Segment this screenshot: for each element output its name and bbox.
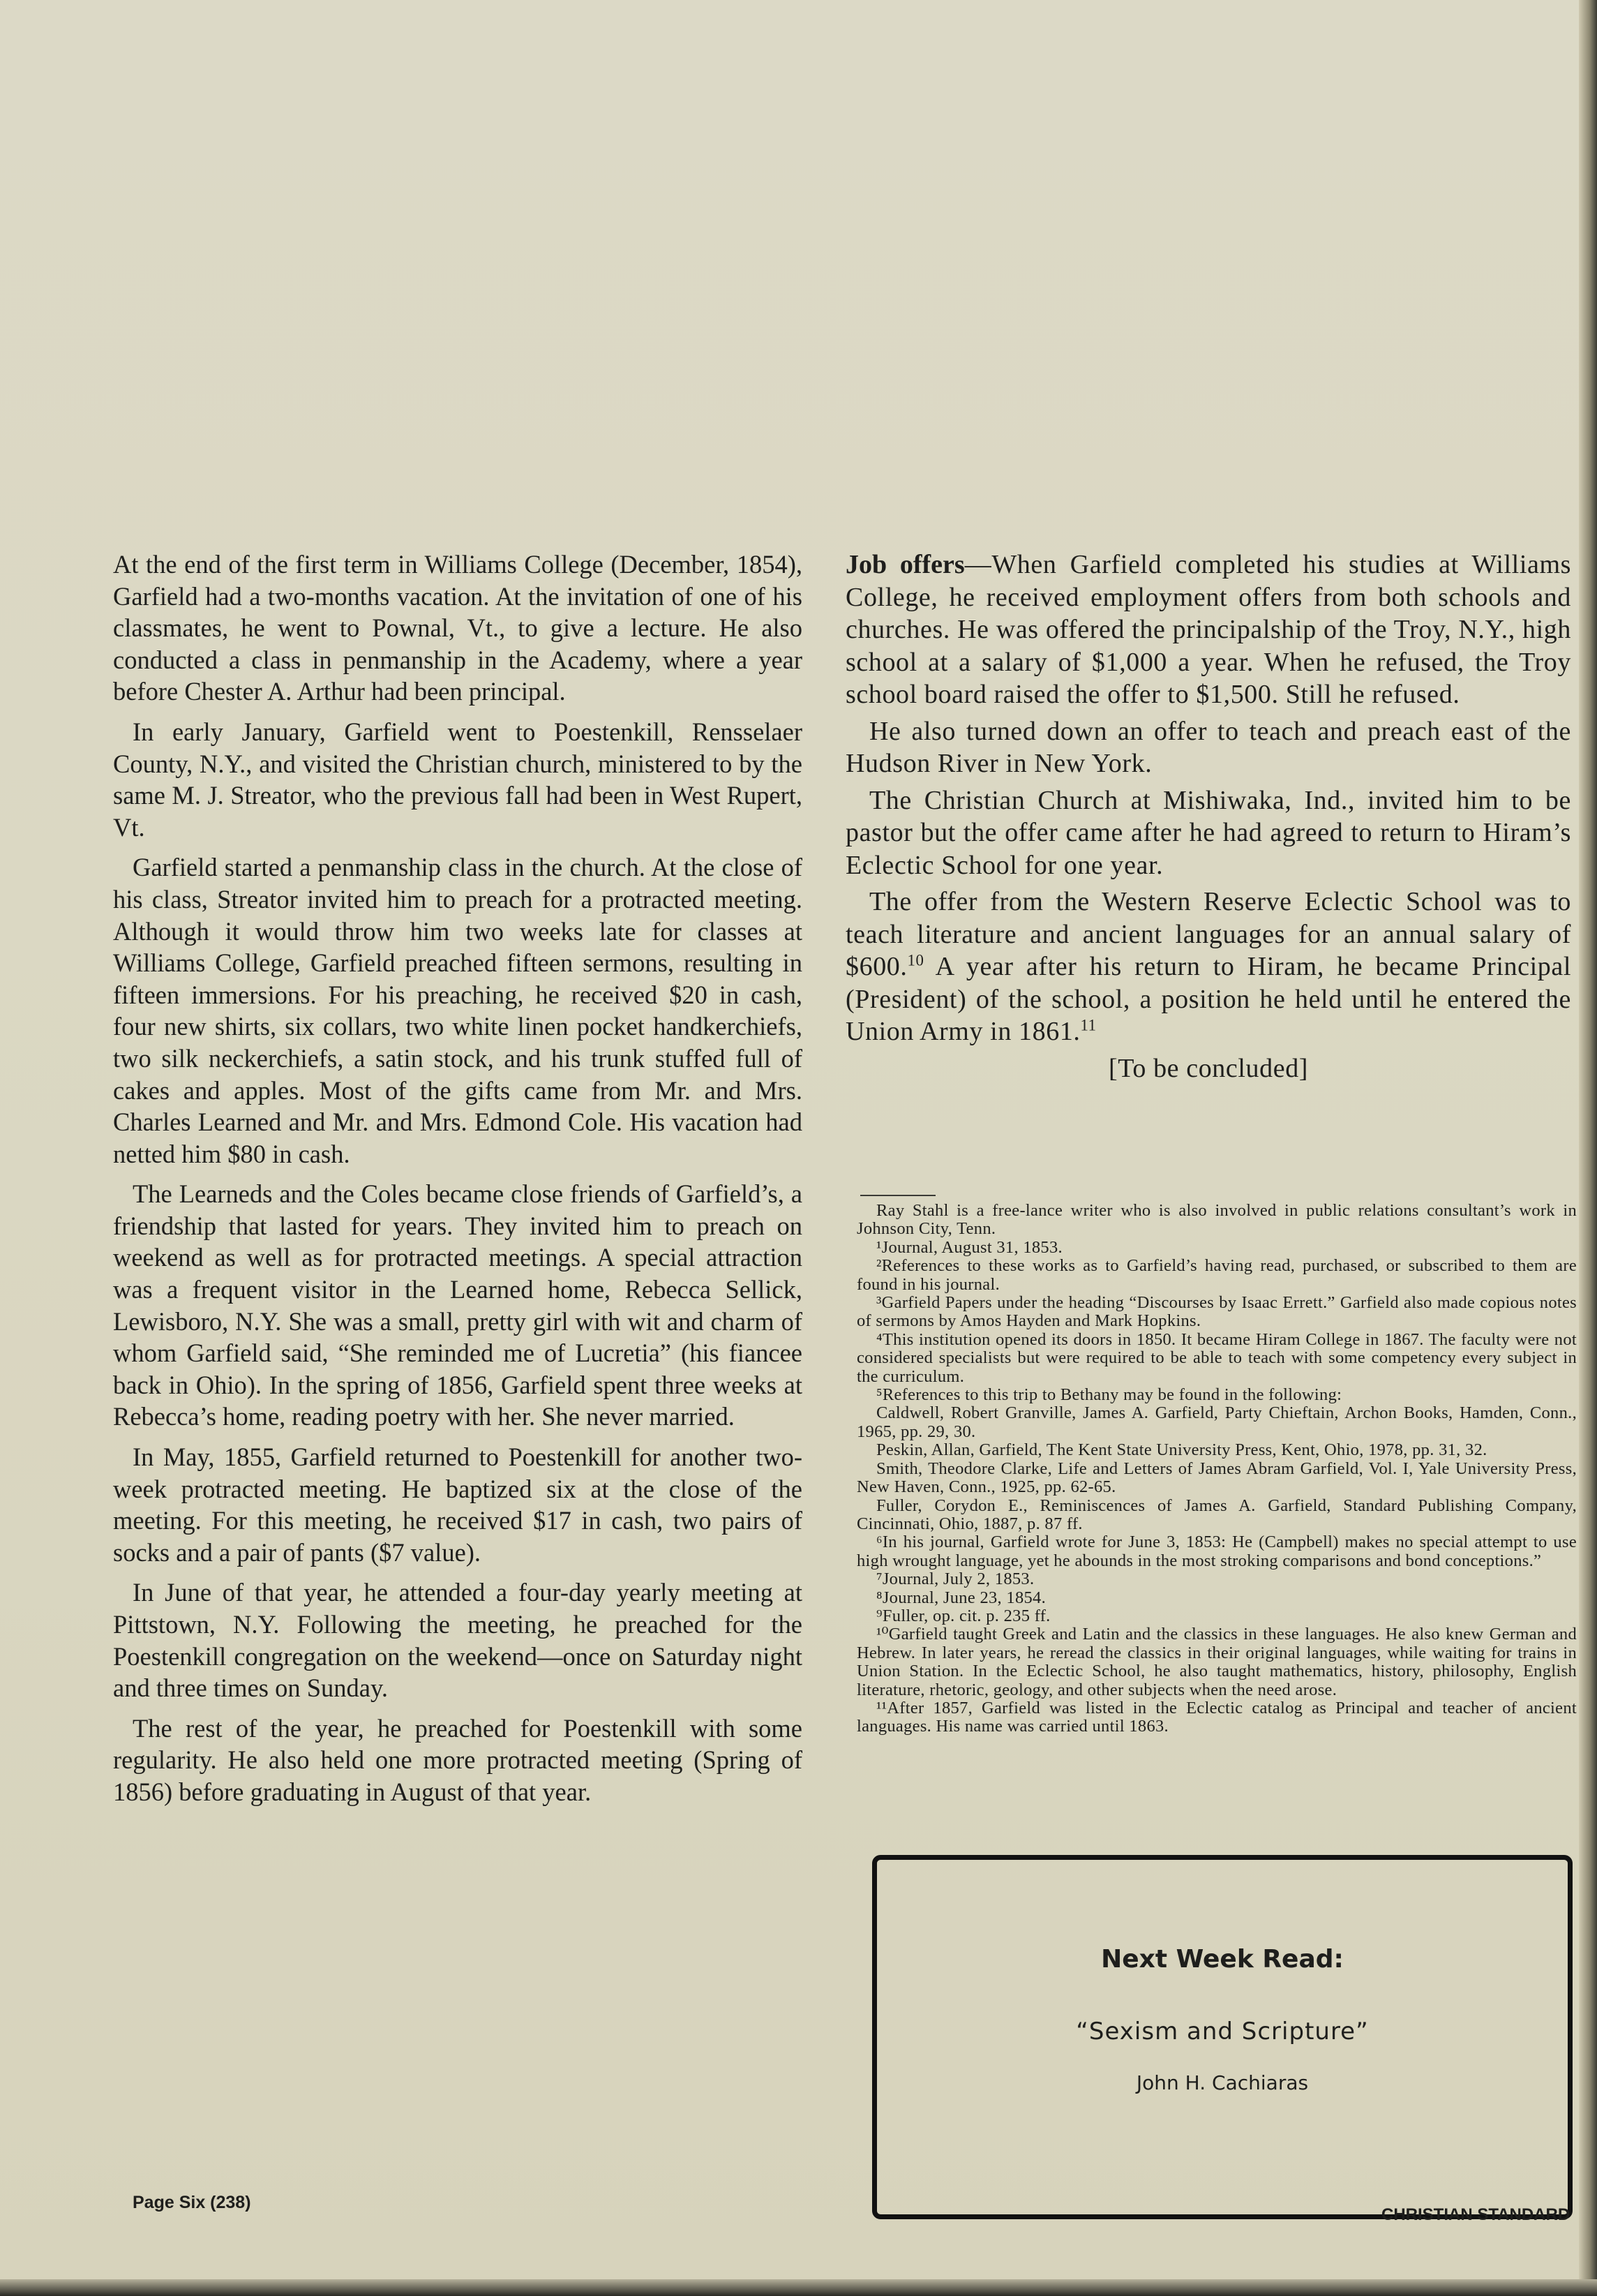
paragraph: In June of that year, he attended a four-day yearly meeting at Pittstown, N.Y. Following the meeting, he preached for the Poestenkill congregation on the weekend—once on Saturday night and three times on Sunday. [113,1578,802,1703]
footnote: ²References to these works as to Garfield’s having read, purchased, or subscribed to them are found in his journal. [857,1256,1577,1294]
footnote: ³Garfield Papers under the heading “Discourses by Isaac Errett.” Garfield also made copious notes of sermons by Amos Hayden and Mark Hopkins. [857,1293,1577,1331]
left-column [113,549,802,1808]
footnote: Caldwell, Robert Granville, James A. Garfield, Party Chieftain, Archon Books, Hamden, Conn., 1965, pp. 29, 30. [857,1403,1577,1441]
publication-name: CHRISTIAN STANDARD [1381,2205,1570,2224]
bottom-edge-shadow [0,2279,1597,2296]
footnote: Ray Stahl is a free-lance writer who is also involved in public relations consultant’s work in Johnson City, Tenn. [857,1201,1577,1239]
footnote: ⁵References to this trip to Bethany may be found in the following: [876,1385,1342,1405]
page-number: Page Six (238) [133,2193,251,2212]
footnote-rule [860,1195,936,1196]
footnote: ⁶In his journal, Garfield wrote for June 3, 1853: He (Campbell) makes no special attempt to use high wrought language, yet he abounds in the most stroking comparisons and bond conceptions.” [857,1533,1577,1570]
next-week-title: “Sexism and Scripture” [1076,2018,1369,2045]
footnote: ¹¹After 1857, Garfield was listed in the Eclectic catalog as Principal and teacher of ancient languages. His name was carried until 1863. [857,1698,1577,1736]
footnote-ref: 10 [907,951,924,969]
footnote-ref: 11 [1080,1016,1097,1034]
paragraph-text: The offer from the Western Reserve Eclectic School was to teach literature and ancient languages for an annual salary of $600. [846,887,1571,981]
paragraph-text: A year after his return to Hiram, he became Principal (President) of the school, a position he held until he entered the Union Army in 1861. [846,952,1571,1046]
paragraph [846,549,1571,711]
paragraph-text: —When Garfield completed his studies at Williams College, he received employment offers from both schools and churches. He was offered the principalship of the Troy, N.Y., high school at a salary of $1,000 a year. When he refused, the Troy school board raised the offer to $1,500. Still he refused. [846,550,1571,709]
right-column [846,549,1571,1084]
footnote: Peskin, Allan, Garfield, The Kent State University Press, Kent, Ohio, 1978, pp. 31, 32. [876,1440,1487,1460]
next-week-heading: Next Week Read: [1101,1945,1344,1974]
footnote: ⁹Fuller, op. cit. p. 235 ff. [876,1606,1051,1625]
to-be-concluded: [To be concluded] [1108,1053,1309,1083]
footnote: ⁷Journal, July 2, 1853. [876,1570,1035,1589]
footnote: Fuller, Corydon E., Reminiscences of James A. Garfield, Standard Publishing Company, Cincinnati, Ohio, 1887, p. 87 ff. [857,1496,1577,1533]
footnotes [857,1202,1577,1736]
paragraph [846,886,1571,1048]
paragraph: At the end of the first term in Williams College (December, 1854), Garfield had a two-months vacation. At the invitation of one of his classmates, he went to Pownal, Vt., to give a lecture. He also conducted a class in penmanship in the Academy, where a year before Chester A. Arthur had been principal. [113,550,802,706]
footnote: ¹⁰Garfield taught Greek and Latin and the classics in these languages. He also knew German and Hebrew. In later years, he reread the classics in their original languages, while waiting for trains in Union Station. In the Eclectic School, he also taught mathematics, history, philosophy, English literature, rhetoric, geology, and other subjects when the need arose. [857,1625,1577,1699]
footnote: ⁴This institution opened its doors in 1850. It became Hiram College in 1867. The faculty were not considered specialists but were required to be able to teach with some competency every subject in the curriculum. [857,1329,1577,1386]
paragraph: The Learneds and the Coles became close friends of Garfield’s, a friendship that lasted for years. They invited him to preach on weekend as well as for protracted meetings. A special attraction was a frequent visitor in the Learned home, Rebecca Sellick, Lewisboro, N.Y. She was a small, pretty girl with wit and charm of whom Garfield said, “She reminded me of Lucretia” (his fiancee back in Ohio). In the spring of 1856, Garfield spent three weeks at Rebecca’s home, reading poetry with her. She never married. [113,1179,802,1431]
paragraph: He also turned down an offer to teach and preach east of the Hudson River in New York. [846,716,1571,778]
paragraph: In early January, Garfield went to Poestenkill, Rensselaer County, N.Y., and visited the Christian church, ministered to by the same M. J. Streator, who the previous fall had been in West Rupert, Vt. [113,717,802,842]
paragraph: The Christian Church at Mishiwaka, Ind., invited him to be pastor but the offer came after he had agreed to return to Hiram’s Eclectic School for one year. [846,785,1571,880]
section-lead: Job offers [846,550,965,579]
footnote: ¹Journal, August 31, 1853. [876,1237,1063,1257]
paragraph: In May, 1855, Garfield returned to Poestenkill for another two-week protracted meeting. He baptized six at the close of the meeting. For this meeting, he received $17 in cash, two pairs of socks and a pair of pants ($7 value). [113,1443,802,1567]
next-week-box [872,1855,1573,2219]
next-week-author: John H. Cachiaras [1136,2071,1309,2094]
footnote: ⁸Journal, June 23, 1854. [876,1588,1047,1607]
paragraph: Garfield started a penmanship class in the church. At the close of his class, Streator invited him to preach for a protracted meeting. Although it would throw him two weeks late for classes at Williams College, Garfield preached fifteen sermons, resulting in fifteen immersions. For his preaching, he received $20 in cash, four new shirts, six collars, two white linen pocket handkerchiefs, two silk neckerchiefs, a satin stock, and his trunk stuffed full of cakes and apples. Most of the gifts came from Mr. and Mrs. Charles Learned and Mr. and Mrs. Edmond Cole. His vacation had netted him $80 in cash. [113,853,802,1168]
footnote: Smith, Theodore Clarke, Life and Letters of James Abram Garfield, Vol. I, Yale University Press, New Haven, Conn., 1925, pp. 62-65. [857,1459,1577,1497]
page-edge-shadow [1579,0,1597,2296]
paragraph: The rest of the year, he preached for Poestenkill with some regularity. He also held one more protracted meeting (Spring of 1856) before graduating in August of that year. [113,1713,802,1806]
